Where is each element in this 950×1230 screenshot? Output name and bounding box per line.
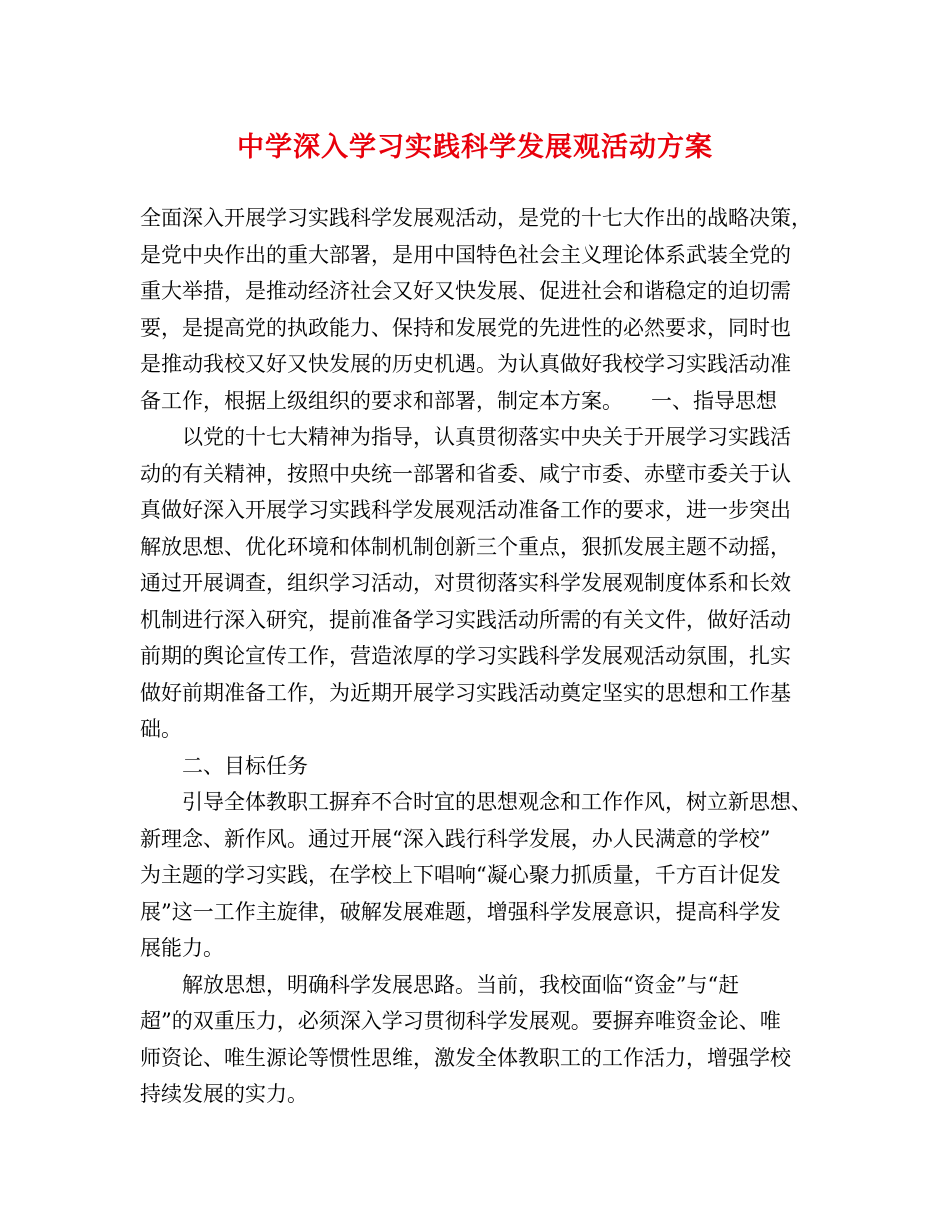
section-heading: 一、指导思想 xyxy=(651,388,777,413)
text-line-content: 是推动我校又好又快发展的历史机遇。为认真做好我校学习实践活动准 xyxy=(140,352,791,376)
text-line xyxy=(140,784,830,821)
text-line xyxy=(140,1040,830,1077)
text-line-content: 动的有关精神，按照中央统一部署和省委、咸宁市委、赤壁市委关于认 xyxy=(140,461,791,486)
text-line-content: 重大举措，是推动经济社会又好又快发展、促进社会和谐稳定的迫切需 xyxy=(140,279,791,303)
text-line-content: 新理念、新作风。通过开展“深入践行科学发展，办人民满意的学校” xyxy=(140,826,771,851)
text-line xyxy=(140,237,830,274)
text-line xyxy=(140,602,830,639)
text-line-content: 以党的十七大精神为指导，认真贯彻落实中央关于开展学习实践活 xyxy=(182,425,791,449)
text-line-content: 做好前期准备工作，为近期开展学习实践活动奠定坚实的思想和工作基 xyxy=(140,680,791,705)
text-line xyxy=(140,1003,830,1040)
text-line xyxy=(140,346,830,383)
text-line xyxy=(140,638,830,675)
text-line-content: 备工作，根据上级组织的要求和部署，制定本方案。 xyxy=(140,388,623,413)
text-line xyxy=(140,419,830,456)
document-body xyxy=(140,200,830,1113)
text-line xyxy=(140,273,830,310)
text-line-content: 超”的双重压力，必须深入学习贯彻科学发展观。要摒弃唯资金论、唯 xyxy=(140,1009,781,1033)
text-line-content: 是党中央作出的重大部署，是用中国特色社会主义理论体系武装全党的 xyxy=(140,242,791,267)
text-line-content: 持续发展的实力。 xyxy=(140,1082,308,1106)
text-line xyxy=(140,894,830,931)
text-line-content: 二、目标任务 xyxy=(182,753,308,778)
text-line-content: 展”这一工作主旋律，破解发展难题，增强科学发展意识，提高科学发 xyxy=(140,899,781,924)
text-line xyxy=(140,529,830,566)
text-line xyxy=(140,821,830,858)
document-title: 中学深入学习实践科学发展观活动方案 xyxy=(237,132,713,163)
text-line xyxy=(140,675,830,712)
text-line-content: 师资论、唯生源论等惯性思维，激发全体教职工的工作活力，增强学校 xyxy=(140,1045,791,1070)
text-line-content: 为主题的学习实践，在学校上下唱响“凝心聚力抓质量，千方百计促发 xyxy=(140,863,781,887)
text-line xyxy=(140,930,830,967)
text-line xyxy=(140,456,830,493)
text-line xyxy=(140,1076,830,1113)
text-line-content: 引导全体教职工摒弃不合时宜的思想观念和工作作风，树立新思想、 xyxy=(182,790,812,814)
text-line xyxy=(140,967,830,1004)
text-line xyxy=(140,711,830,748)
text-line-content: 解放思想，明确科学发展思路。当前，我校面临“资金”与“赶 xyxy=(182,972,740,997)
text-line xyxy=(140,310,830,347)
text-line-content: 要，是提高党的执政能力、保持和发展党的先进性的必然要求，同时也 xyxy=(140,315,791,340)
text-line-content: 真做好深入开展学习实践科学发展观活动准备工作的要求，进一步突出 xyxy=(140,498,791,522)
text-line xyxy=(140,565,830,602)
text-line-content: 展能力。 xyxy=(140,936,224,960)
text-line-content: 通过开展调查，组织学习活动，对贯彻落实科学发展观制度体系和长效 xyxy=(140,571,791,595)
text-line-content: 解放思想、优化环境和体制机制创新三个重点，狠抓发展主题不动摇， xyxy=(140,534,791,559)
text-line-content: 机制进行深入研究，提前准备学习实践活动所需的有关文件，做好活动 xyxy=(140,607,791,632)
text-line xyxy=(140,857,830,894)
text-line xyxy=(140,200,830,237)
text-line xyxy=(140,383,830,420)
text-line-content: 全面深入开展学习实践科学发展观活动，是党的十七大作出的战略决策， xyxy=(140,206,812,230)
text-line-content: 础。 xyxy=(140,717,182,741)
text-line xyxy=(140,748,830,785)
text-line-content: 前期的舆论宣传工作，营造浓厚的学习实践科学发展观活动氛围，扎实 xyxy=(140,644,791,668)
text-line xyxy=(140,492,830,529)
